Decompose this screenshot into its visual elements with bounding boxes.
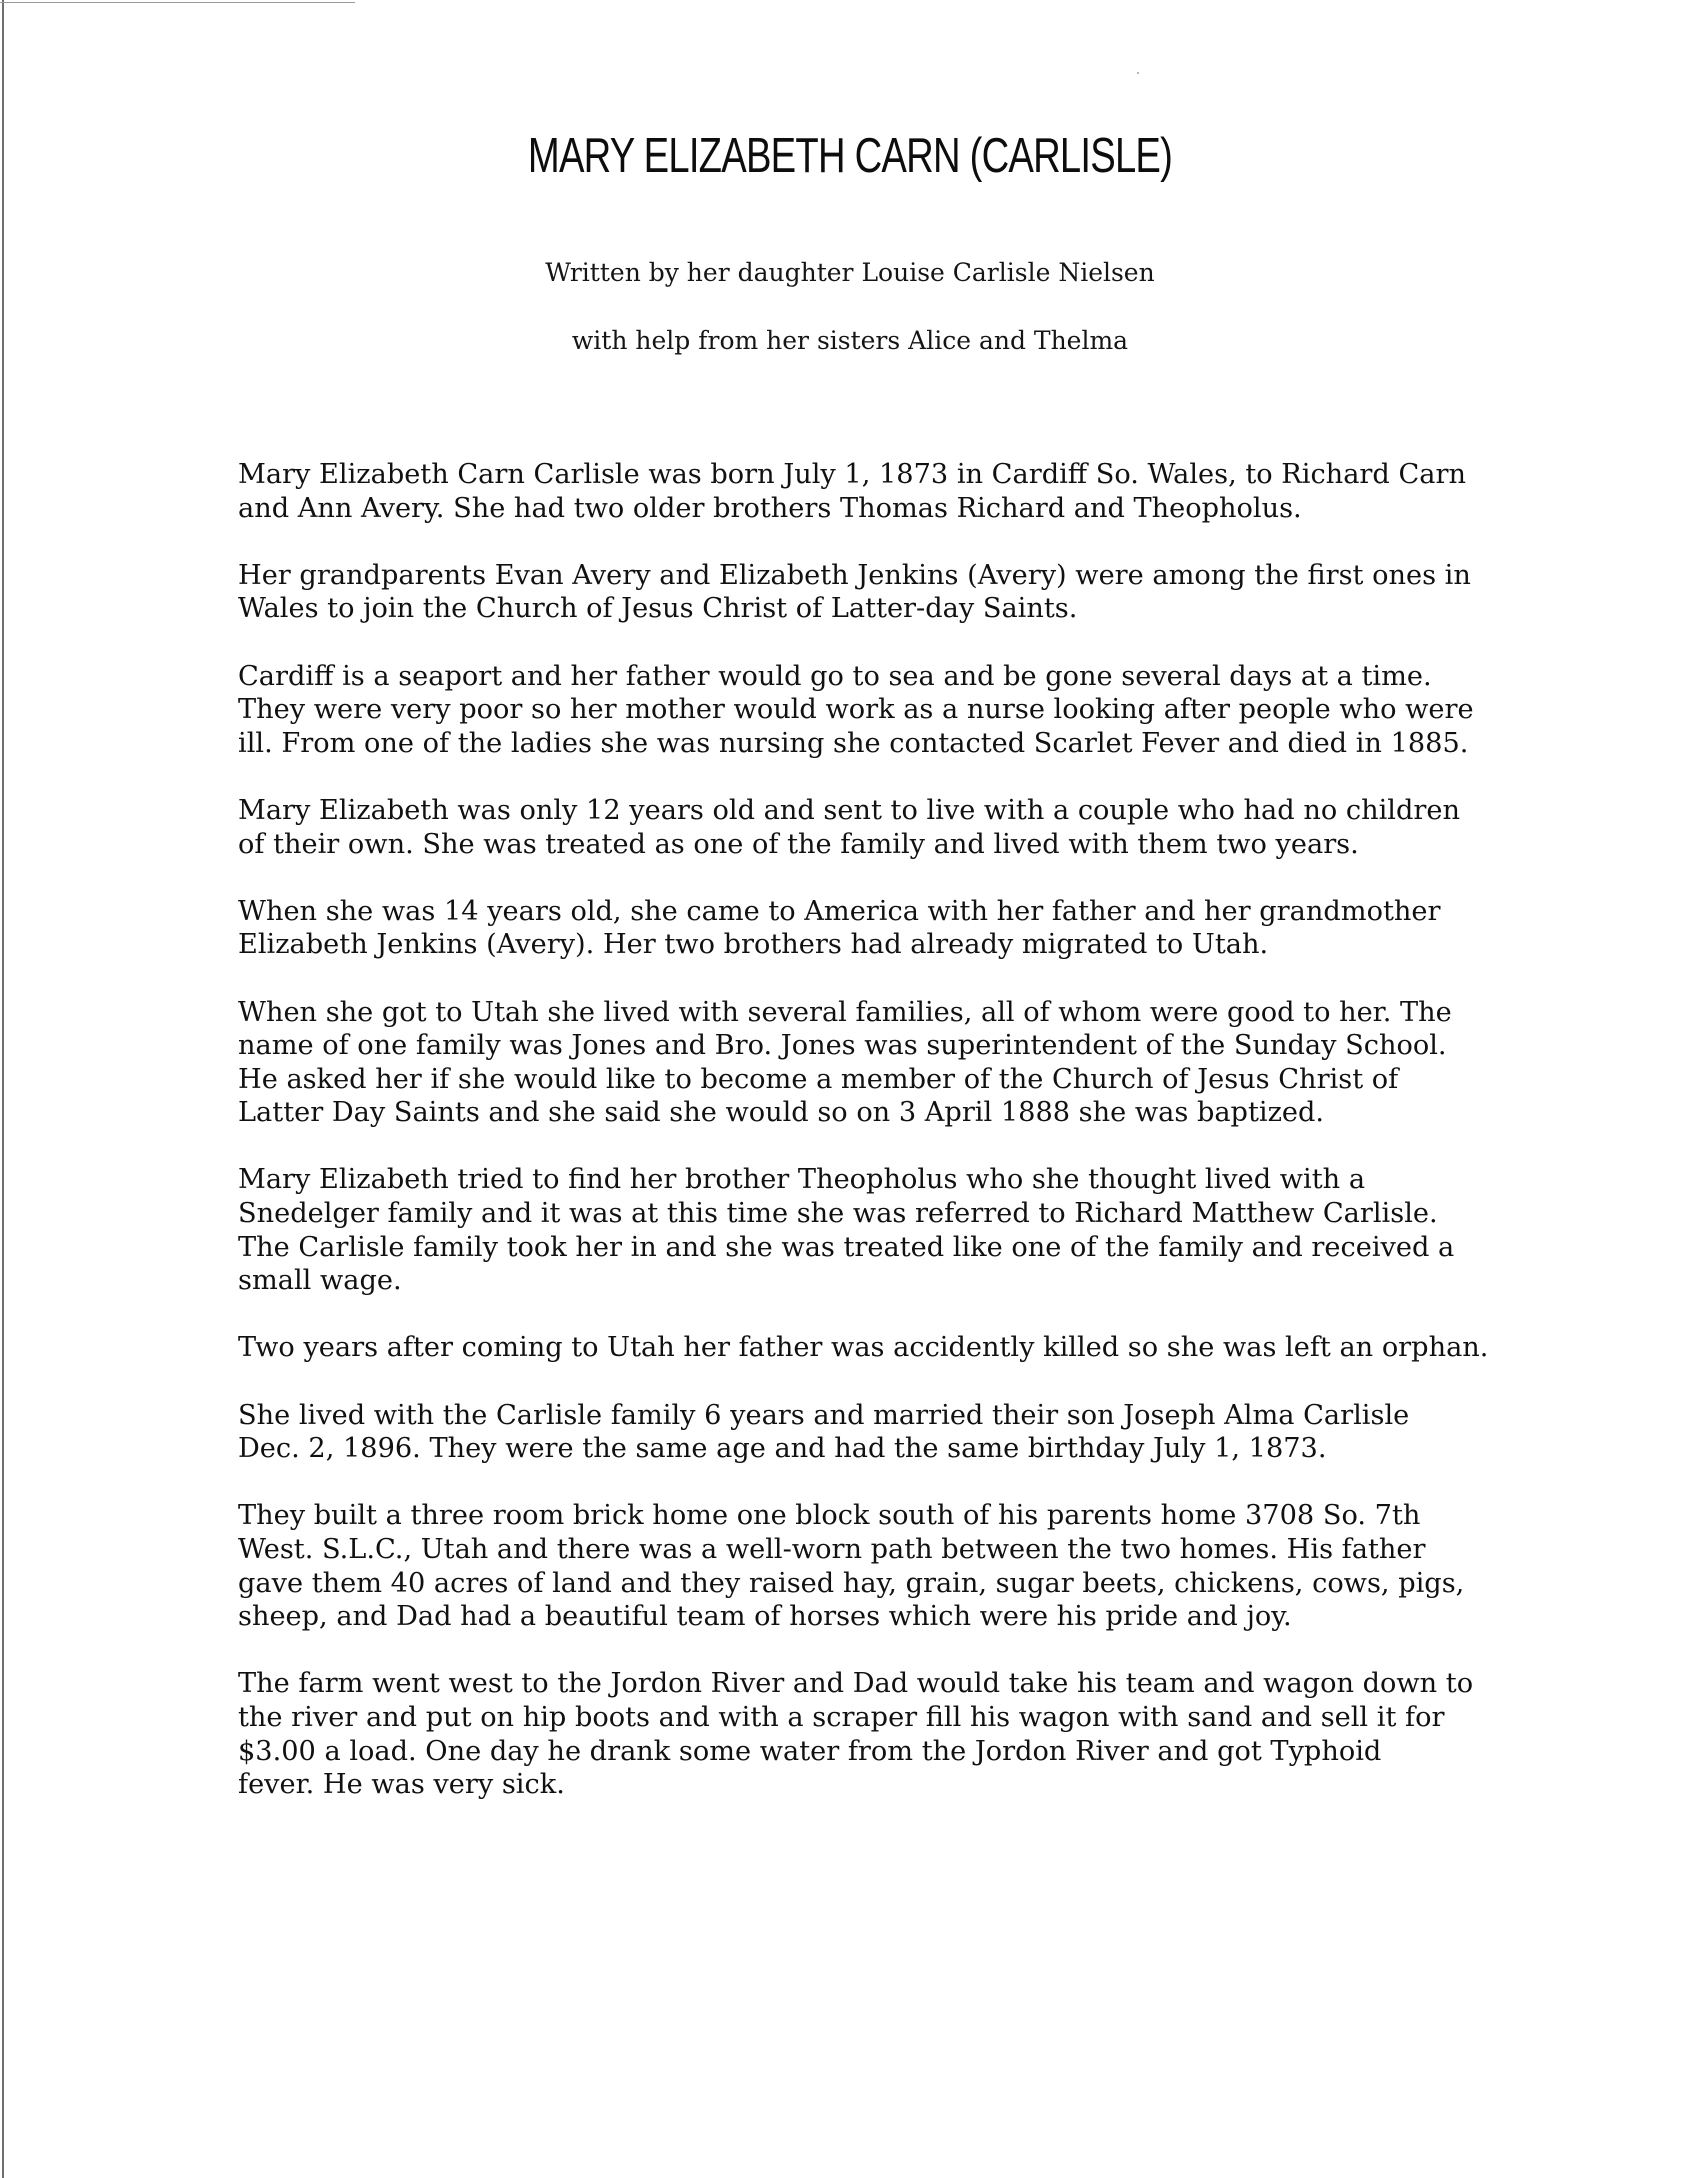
paragraph-line: She lived with the Carlisle family 6 years and married their son Joseph Alma Carlisle [238,1399,1410,1431]
paragraph-line: Two years after coming to Utah her father was accidently killed so she was left an orphan. [238,1332,1489,1364]
paragraph-line: the river and put on hip boots and with a scraper fill his wagon with sand and sell it for [238,1701,1445,1733]
paragraph [238,1163,1578,1297]
paragraph-line: They built a three room brick home one block south of his parents home 3708 So. 7th [238,1500,1421,1532]
paragraph-line: Mary Elizabeth Carn Carlisle was born July 1, 1873 in Cardiff So. Wales, to Richard Carn [238,459,1466,490]
paragraph-line: small wage. [238,1265,402,1297]
paragraph-line: and Ann Avery. She had two older brothers Thomas Richard and Theopholus. [238,492,1302,524]
paragraph-line: When she got to Utah she lived with several families, all of whom were good to her. The [238,996,1452,1028]
paragraph-line: They were very poor so her mother would work as a nurse looking after people who were [238,694,1474,726]
paragraph [238,1499,1578,1633]
paragraph [238,794,1578,861]
paragraph-line: $3.00 a load. One day he drank some water from the Jordon River and got Typhoid [238,1735,1382,1767]
paragraph [238,559,1578,626]
paragraph-line: gave them 40 acres of land and they raised hay, grain, sugar beets, chickens, cows, pigs, [238,1567,1465,1599]
paragraph-line: The Carlisle family took her in and she was treated like one of the family and received a [238,1231,1455,1263]
paragraph-line: The farm went west to the Jordon River and Dad would take his team and wagon down to [238,1668,1474,1700]
document-helpers-line: with help from her sisters Alice and Thelma [571,326,1129,355]
paragraph-line: Mary Elizabeth was only 12 years old and sent to live with a couple who had no children [238,794,1460,826]
paragraph [238,895,1578,962]
paragraph-line: Snedelger family and it was at this time she was referred to Richard Matthew Carlisle. [238,1198,1438,1230]
document-author-line: Written by her daughter Louise Carlisle Nielsen [545,258,1155,287]
paragraph-line: Elizabeth Jenkins (Avery). Her two brothers had already migrated to Utah. [238,929,1269,961]
paragraph-line: Her grandparents Evan Avery and Elizabeth Jenkins (Avery) were among the first ones in [238,559,1471,591]
paragraph-line: fever. He was very sick. [238,1769,565,1801]
paragraph-line: Mary Elizabeth tried to find her brother Theopholus who she thought lived with a [238,1164,1366,1196]
paragraph [238,660,1578,761]
paragraph-line: He asked her if she would like to become a member of the Church of Jesus Christ of [238,1063,1399,1095]
paragraph-line: of their own. She was treated as one of the family and lived with them two years. [238,828,1359,860]
paragraph [238,1399,1578,1466]
paragraph-line: West. S.L.C., Utah and there was a well-worn path between the two homes. His father [238,1534,1426,1565]
paragraph-line: sheep, and Dad had a beautiful team of horses which were his pride and joy. [238,1601,1292,1633]
paragraph-line: When she was 14 years old, she came to America with her father and her grandmother [238,895,1441,927]
paragraph [238,996,1578,1130]
paragraph-line: Wales to join the Church of Jesus Christ of Latter-day Saints. [238,593,1078,625]
paragraph [238,1331,1578,1365]
paragraph [238,458,1578,525]
paragraph-line: Latter Day Saints and she said she would so on 3 April 1888 she was baptized. [238,1097,1325,1129]
document-body [238,458,1578,1835]
paragraph-line: Cardiff is a seaport and her father would go to sea and be gone several days at a time. [238,660,1432,692]
paragraph-line: Dec. 2, 1896. They were the same age and had the same birthday July 1, 1873. [238,1433,1327,1465]
scan-edge-top [0,2,355,3]
paragraph-line: ill. From one of the ladies she was nursing she contacted Scarlet Fever and died in 1885. [238,727,1469,759]
paragraph [238,1667,1578,1801]
scan-speck [1137,72,1139,74]
paragraph-line: name of one family was Jones and Bro. Jones was superintendent of the Sunday School. [238,1030,1447,1062]
document-title: MARY ELIZABETH CARN (CARLISLE) [527,129,1173,183]
